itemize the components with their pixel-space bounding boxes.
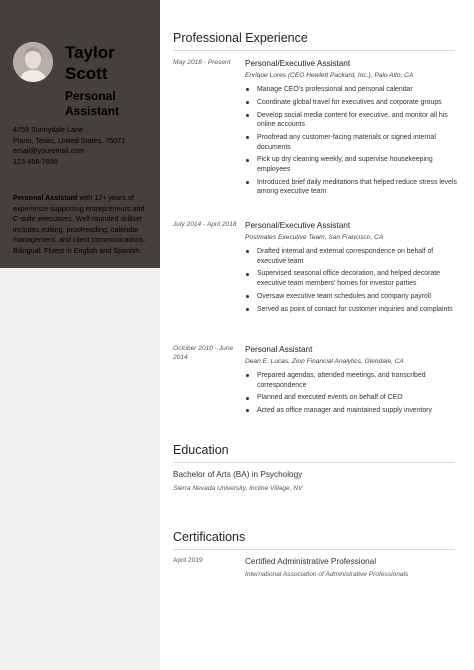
bullet-item: Served as point of contact for customer inquiries and complaints bbox=[245, 305, 457, 315]
role-line-2: Assistant bbox=[65, 104, 120, 118]
experience-heading: Professional Experience bbox=[173, 31, 308, 45]
bullet-item: Proofread any customer-facing materials or signed internal documents bbox=[245, 133, 457, 152]
job-company: Postmates Executive Team, San Francisco, CA bbox=[245, 234, 384, 241]
summary-text: with 12+ years of experience supporting entrepreneurs and C-suite executives. Well-rounded skillset includes editing, proofreading, calendar management, and client communications. Bilingual: Fluent in English and Spanish. bbox=[13, 193, 146, 255]
bullet-item: Acted as office manager and maintained supply inventory bbox=[245, 406, 457, 416]
role-line-1: Personal bbox=[65, 89, 116, 103]
profile-photo bbox=[13, 42, 53, 82]
bullet-item: Planned and executed events on behalf of CEO bbox=[245, 393, 457, 403]
bullet-item: Introduced brief daily meditations that helped reduce stress levels among executive team bbox=[245, 178, 457, 197]
job-entry bbox=[245, 58, 457, 200]
bullet-item: Prepared agendas, attended meetings, and transcribed correspondence bbox=[245, 371, 457, 390]
job-bullets bbox=[245, 247, 457, 314]
candidate-name bbox=[65, 42, 155, 84]
bullet-item: Coordinate global travel for executives and corporate groups bbox=[245, 98, 457, 108]
address-line-2: Plano, Texas, United States, 75071 bbox=[13, 135, 126, 145]
education-heading: Education bbox=[173, 443, 229, 457]
certifications-divider bbox=[173, 549, 455, 550]
job-bullets bbox=[245, 371, 457, 416]
job-date: July 2014 - April 2018 bbox=[173, 221, 237, 228]
job-bullets bbox=[245, 85, 457, 197]
contact-info bbox=[13, 125, 153, 167]
education-degree: Bachelor of Arts (BA) in Psychology bbox=[173, 470, 303, 479]
email[interactable]: email@youremail.com bbox=[13, 146, 85, 155]
address-line-1: 4759 Sunnydale Lane bbox=[13, 125, 83, 134]
certification-org: International Association of Administrative Professionals bbox=[245, 571, 409, 578]
phone: 123-456-7890 bbox=[13, 156, 58, 166]
job-entry bbox=[245, 220, 457, 317]
bullet-item: Develop social media content for executive, and monitor all his online accounts bbox=[245, 111, 457, 130]
certifications-heading: Certifications bbox=[173, 530, 246, 544]
job-company: Dean E. Lucas, Zion Financial Analytics, Glendale, CA bbox=[245, 358, 404, 365]
job-date: May 2018 - Present bbox=[173, 59, 231, 66]
experience-divider bbox=[173, 50, 455, 51]
professional-summary bbox=[13, 193, 153, 256]
sidebar-lower bbox=[0, 268, 160, 670]
job-title: Personal Assistant bbox=[245, 345, 313, 354]
job-date: October 2010 - June 2014 bbox=[173, 345, 234, 361]
certification-title: Certified Administrative Professional bbox=[245, 557, 377, 566]
bullet-item: Drafted internal and external correspondence on behalf of executive team bbox=[245, 247, 457, 266]
job-title: Personal/Executive Assistant bbox=[245, 221, 351, 230]
candidate-role bbox=[65, 89, 155, 119]
job-company: Enrique Lores (CEO Hewlett Packard, Inc.), Palo Alto, CA bbox=[245, 72, 414, 79]
bullet-item: Oversaw executive team schedules and company payroll bbox=[245, 292, 457, 302]
first-name: Taylor bbox=[65, 43, 115, 62]
job-entry bbox=[245, 344, 457, 419]
last-name: Scott bbox=[65, 64, 108, 83]
job-title: Personal/Executive Assistant bbox=[245, 59, 351, 68]
avatar bbox=[13, 42, 53, 82]
certification-date: April 2019 bbox=[173, 557, 203, 564]
summary-bold: Personal Assistant bbox=[13, 193, 78, 202]
bullet-item: Manage CEO's professional and personal calendar bbox=[245, 85, 457, 95]
bullet-item: Supervised seasonal office decoration, and helped decorate executive team members' homes for investor parties bbox=[245, 269, 457, 288]
education-divider bbox=[173, 462, 455, 463]
bullet-item: Pick up dry cleaning weekly, and supervise housekeeping employees bbox=[245, 155, 457, 174]
education-school: Sierra Nevada University, Incline Village, NV bbox=[173, 485, 303, 492]
